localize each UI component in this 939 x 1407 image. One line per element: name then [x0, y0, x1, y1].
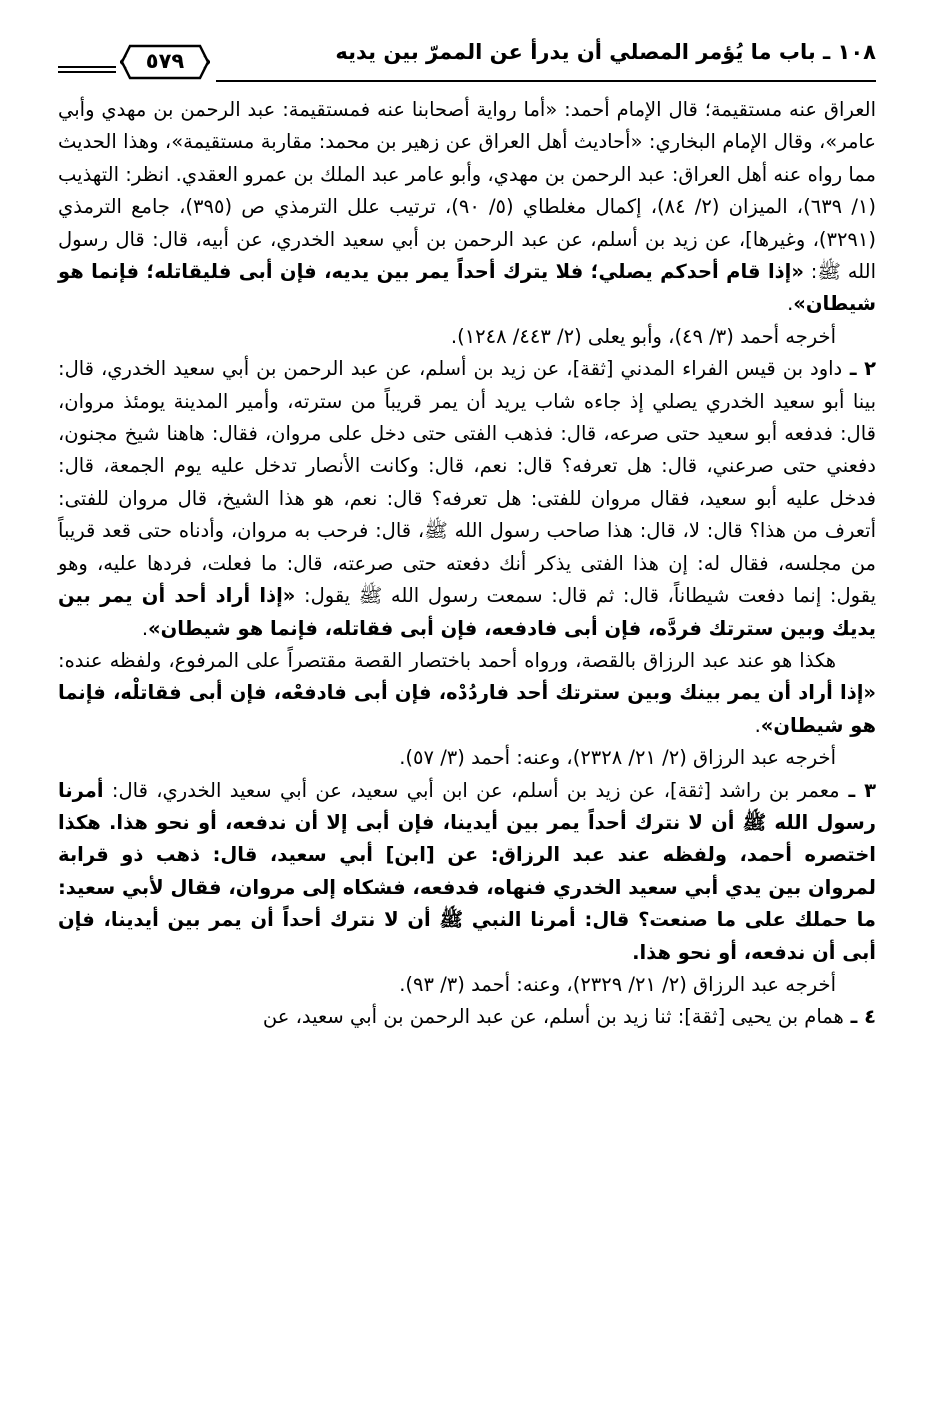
bold-text-segment: «إذا قام أحدكم يصلي؛ فلا يترك أحداً يمر بين يديه، فإن أبى فليقاتله؛ فإنما هو شيطان»: [58, 260, 876, 316]
paragraph: [58, 742, 876, 774]
book-page: [58, 30, 876, 1034]
paragraph: [58, 775, 876, 969]
text-segment: هكذا هو عند عبد الرزاق بالقصة، ورواه أحمد باختصار القصة مقتصراً على المرفوع، ولفظه عنده:: [58, 648, 836, 672]
chapter-title: ١٠٨ ـ باب ما يُؤمر المصلي أن يدرأ عن الممرّ بين يديه: [335, 40, 876, 64]
text-segment: العراق عنه مستقيمة؛ قال الإمام أحمد: «أما رواية أصحابنا عنه فمستقيمة: عبد الرحمن بن مهدي وأبي عامر»، وقال الإمام البخاري: «أحاديث أهل العراق عن زهير بن محمد: مقاربة مستقيمة»، وهذا الحديث مما رواه عنه أهل العراق: عبد الرحمن بن مهدي، وأبو عامر عبد الملك بن عمرو العقدي. انظر: التهذيب (١/ ٦٣٩)، الميزان (٢/ ٨٤)، إكمال مغلطاي (٥/ ٩٠)، ترتيب علل الترمذي ص (٣٩٥)، جامع الترمذي (٣٢٩١)، وغيرها]، عن زيد بن أسلم، عن عبد الرحمن بن أبي سعيد الخدري، عن أبيه، قال: قال رسول الله ﷺ:: [58, 98, 876, 284]
paragraph: [58, 969, 876, 1001]
bold-text-segment: ٣ ـ: [839, 778, 876, 802]
paragraph: [58, 94, 876, 321]
page-number-ornament: [120, 44, 210, 80]
bold-text-segment: «إذا أراد أحد أن يمر بين يديك وبين سترتك فردَّه، فإن أبى فادفعه، فإن أبى فقاتله، فإنما هو شيطان»: [58, 584, 876, 640]
page-body: [58, 94, 876, 1034]
page-number: ٥٧٩: [145, 49, 185, 73]
header-rule: [216, 80, 876, 82]
text-segment: أخرجه أحمد (٣/ ٤٩)، وأبو يعلى (٢/ ٤٤٣/ ١٢٤٨).: [450, 324, 836, 348]
header-rule-left-lower: [58, 71, 116, 73]
text-segment: .: [787, 292, 794, 316]
bold-text-segment: ٤ ـ: [843, 1005, 876, 1029]
header-rule-left-upper: [58, 66, 116, 68]
text-segment: أخرجه عبد الرزاق (٢/ ٢١/ ٢٣٢٨)، وعنه: أحمد (٣/ ٥٧).: [399, 746, 836, 770]
page-header: [58, 30, 876, 94]
paragraph: [58, 321, 876, 353]
text-segment: همام بن يحيى [ثقة]: ثنا زيد بن أسلم، عن عبد الرحمن بن أبي سعيد، عن: [262, 1005, 844, 1029]
text-segment: معمر بن راشد [ثقة]، عن زيد بن أسلم، عن ابن أبي سعيد، عن أبي سعيد الخدري، قال:: [103, 778, 840, 802]
paragraph: [58, 645, 876, 742]
bold-text-segment: ٢ ـ: [842, 357, 876, 381]
bold-text-segment: أمرنا رسول الله ﷺ أن لا نترك أحداً يمر بين أيدينا، فإن أبى إلا أن ندفعه، أو نحو هذا. هكذا اختصره أحمد، ولفظه عند عبد الرزاق: عن [ابن] أبي سعيد، قال: ذهب ذو قرابة لمروان بين يدي أبي سعيد الخدري فنهاه، فدفعه، فشكاه إلى مروان، فقال لأبي سعيد: ما حملك على ما صنعت؟ قال: أمرنا النبي ﷺ أن لا نترك أحداً أن يمر بين أيدينا، فإن أبى أن ندفعه، أو نحو هذا.: [58, 778, 876, 964]
text-segment: أخرجه عبد الرزاق (٢/ ٢١/ ٢٣٢٩)، وعنه: أحمد (٣/ ٩٣).: [399, 972, 836, 996]
paragraph: [58, 1001, 876, 1033]
text-segment: .: [754, 713, 761, 737]
bold-text-segment: «إذا أراد أن يمر بينك وبين سترتك أحد فاردُدْه، فإن أبى فادفعْه، فإن أبى فقاتلْه، فإنما هو شيطان»: [58, 681, 876, 737]
text-segment: داود بن قيس الفراء المدني [ثقة]، عن زيد بن أسلم، عن عبد الرحمن بن أبي سعيد الخدري، قال: بينا أبو سعيد الخدري يصلي إذ جاءه شاب يريد أن يمر قريباً من سترته، وأمير المدينة يومئذ مروان، قال: فدفعه أبو سعيد حتى صرعه، قال: فذهب الفتى حتى دخل على مروان، فقال: هاهنا شيخ مجنون، دفعني حتى صرعني، قال: هل تعرفه؟ قال: نعم، قال: وكانت الأنصار تدخل عليه يوم الجمعة، قال: فدخل عليه أبو سعيد، فقال مروان للفتى: هل تعرفه؟ قال: نعم، هو هذا الشيخ، قال مروان للفتى: أتعرف من هذا؟ قال: لا، قال: هذا صاحب رسول الله ﷺ، قال: فرحب به مروان، وأدناه حتى قعد قريباً من مجلسه، فقال له: إن هذا الفتى يذكر أنك دفعته حتى صرعته، قال: ما فعلت، فردها عليه، وهو يقول: إنما دفعت شيطاناً، قال: ثم قال: سمعت رسول الله ﷺ يقول:: [58, 357, 876, 608]
text-segment: .: [141, 616, 149, 640]
paragraph: [58, 353, 876, 645]
